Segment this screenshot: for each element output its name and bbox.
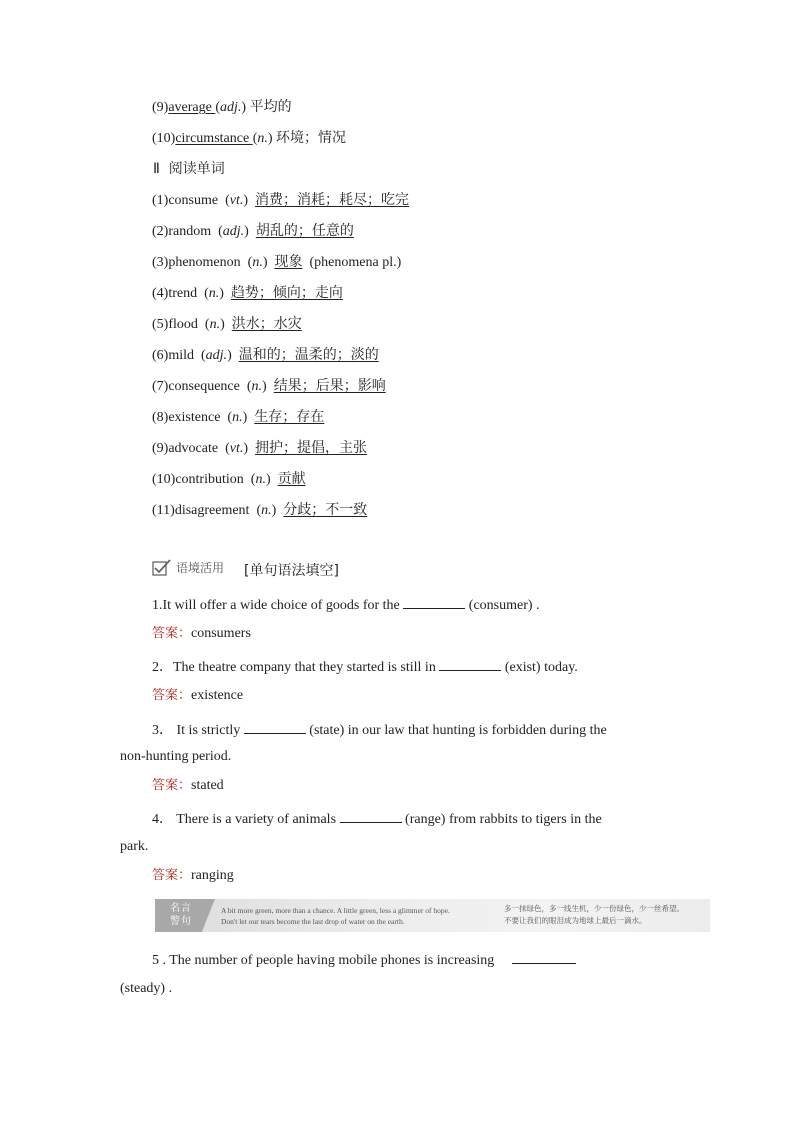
question-text: 5 . The number of people having mobile phones is increasing — [152, 953, 495, 968]
vocab-item: (9)average (adj.) 平均的 — [152, 99, 292, 115]
reading-word-item: (6)mild (adj.) 温和的；温柔的；淡的 — [152, 347, 379, 363]
answer-label: 答案： — [152, 868, 192, 883]
item-number: (9) — [152, 100, 169, 115]
item-number: (4) — [152, 286, 169, 301]
item-number: (6) — [152, 348, 169, 363]
vocab-meaning: 现象 — [274, 254, 303, 270]
vocab-word: mild — [168, 348, 194, 363]
part-of-speech: n. — [252, 255, 263, 270]
checkbox-check-icon — [152, 559, 172, 577]
part-of-speech: adj. — [205, 348, 228, 363]
question-text: 1.It will offer a wide choice of goods for the — [152, 598, 400, 613]
answer-text: existence — [191, 688, 244, 703]
reading-word-item: (11)disagreement (n.) 分歧；不一致 — [152, 502, 368, 518]
vocab-word: contribution — [175, 472, 244, 487]
vocab-word: existence — [168, 410, 221, 425]
vocab-meaning: 胡乱的；任意的 — [255, 223, 354, 239]
vocab-word: average — [168, 100, 216, 115]
vocab-word: consequence — [168, 379, 240, 394]
question-4-continued: park. — [120, 839, 149, 854]
quote-english-line: Don't let our tears become the last drop of water on the earth. — [221, 917, 405, 926]
answer-label: 答案： — [152, 688, 192, 703]
vocab-meaning: 结果；后果；影响 — [273, 378, 386, 394]
item-number: (11) — [152, 503, 175, 518]
reading-word-item: (9)advocate (vt.) 拥护；提倡，主张 — [152, 440, 368, 456]
reading-word-item: (5)flood (n.) 洪水；水灾 — [152, 316, 302, 332]
quote-english-line: A bit more green, more than a chance. A little green, less a glimmer of hope. — [221, 906, 450, 915]
quote-english — [221, 905, 450, 927]
part-of-speech: n. — [209, 317, 221, 332]
exercise-title: [单句语法填空] — [244, 563, 339, 579]
question-3-continued: non-hunting period. — [120, 749, 232, 764]
vocab-meaning: 环境；情况 — [276, 130, 347, 146]
vocab-word: consume — [168, 193, 219, 208]
question-5 — [152, 948, 576, 971]
context-usage-label: 语境活用 — [176, 561, 225, 575]
quote-tag-label: 名言警句 — [170, 903, 192, 927]
reading-word-item: (2)random (adj.) 胡乱的；任意的 — [152, 223, 354, 239]
answer-label: 答案： — [152, 778, 192, 793]
plural-note: (phenomena pl.) — [309, 255, 402, 270]
part-of-speech: vt. — [229, 193, 244, 208]
answer-4 — [152, 866, 234, 886]
vocab-meaning: 平均的 — [249, 99, 292, 115]
reading-word-item: (7)consequence (n.) 结果；后果；影响 — [152, 378, 386, 394]
reading-word-item: (4)trend (n.) 趋势；倾向；走向 — [152, 285, 343, 301]
part-of-speech: n. — [208, 286, 220, 301]
answer-blank[interactable] — [512, 948, 576, 964]
item-number: (8) — [152, 410, 169, 425]
answer-blank[interactable] — [403, 593, 465, 609]
vocab-meaning: 消费；消耗；耗尽；吃完 — [255, 192, 410, 208]
reading-word-item: (8)existence (n.) 生存；存在 — [152, 409, 325, 425]
vocab-word: random — [168, 224, 212, 239]
item-number: (2) — [152, 224, 169, 239]
quote-banner — [155, 899, 710, 932]
question-1 — [152, 593, 540, 616]
question-text: (consumer) . — [468, 598, 540, 613]
vocab-word: flood — [168, 317, 198, 332]
section-heading — [153, 159, 225, 179]
vocab-meaning: 拥护；提倡，主张 — [255, 440, 368, 456]
question-text: (range) from rabbits to tigers in the — [405, 812, 602, 827]
section-title: 阅读单词 — [168, 161, 225, 177]
part-of-speech: n. — [232, 410, 243, 425]
vocab-word: phenomenon — [168, 255, 241, 270]
vocab-meaning: 洪水；水灾 — [231, 316, 302, 332]
quote-chinese-line: 多一抹绿色，多一线生机，少一份绿色，少一丝希望。 — [504, 904, 684, 913]
part-of-speech: n. — [255, 472, 266, 487]
item-number: (10) — [152, 131, 176, 146]
vocab-word: trend — [168, 286, 198, 301]
item-number: (1) — [152, 193, 169, 208]
answer-3 — [152, 776, 224, 796]
question-text: 2．The theatre company that they started is still in — [152, 660, 436, 675]
part-of-speech: n. — [261, 503, 272, 518]
part-of-speech: adj. — [222, 224, 245, 239]
answer-text: consumers — [191, 626, 251, 641]
vocab-word: circumstance — [175, 131, 253, 146]
reading-word-item: (3)phenomenon (n.) 现象 (phenomena pl.) — [152, 254, 402, 270]
part-of-speech: vt. — [229, 441, 244, 456]
part-of-speech: n. — [251, 379, 263, 394]
question-text: (exist) today. — [504, 660, 578, 675]
question-3 — [152, 718, 607, 741]
reading-word-item: (10)contribution (n.) 贡献 — [152, 471, 306, 487]
question-5-continued: (steady) . — [120, 981, 173, 996]
item-number: (10) — [152, 472, 176, 487]
answer-text: stated — [191, 778, 224, 793]
reading-word-item: (1)consume (vt.) 消费；消耗；耗尽；吃完 — [152, 192, 410, 208]
answer-blank[interactable] — [439, 655, 501, 671]
question-2 — [152, 655, 578, 678]
quote-chinese-line: 不要让我们的眼泪成为地球上最后一滴水。 — [504, 916, 647, 925]
vocab-meaning: 分歧；不一致 — [283, 502, 368, 518]
question-4 — [152, 807, 602, 830]
quote-chinese — [504, 903, 684, 927]
answer-blank[interactable] — [244, 718, 306, 734]
vocab-meaning: 趋势；倾向；走向 — [230, 285, 343, 301]
vocab-meaning: 温和的；温柔的；淡的 — [238, 347, 379, 363]
vocab-word: disagreement — [174, 503, 250, 518]
item-number: (3) — [152, 255, 169, 270]
vocab-meaning: 生存；存在 — [254, 409, 325, 425]
answer-label: 答案： — [152, 626, 192, 641]
vocab-meaning: 贡献 — [277, 471, 306, 487]
section-numeral: Ⅱ — [153, 161, 160, 177]
item-number: (5) — [152, 317, 169, 332]
answer-2 — [152, 686, 243, 706]
answer-text: ranging — [191, 868, 234, 883]
question-text: (state) in our law that hunting is forbidden during the — [309, 723, 607, 738]
answer-1 — [152, 624, 251, 644]
question-text: 3． It is strictly — [152, 723, 241, 738]
vocab-item: (10)circumstance (n.) 环境；情况 — [152, 130, 347, 146]
part-of-speech: n. — [257, 131, 268, 146]
item-number: (7) — [152, 379, 169, 394]
item-number: (9) — [152, 441, 169, 456]
question-text: 4． There is a variety of animals — [152, 812, 337, 827]
part-of-speech: adj. — [220, 100, 242, 115]
vocab-word: advocate — [168, 441, 219, 456]
answer-blank[interactable] — [340, 807, 402, 823]
